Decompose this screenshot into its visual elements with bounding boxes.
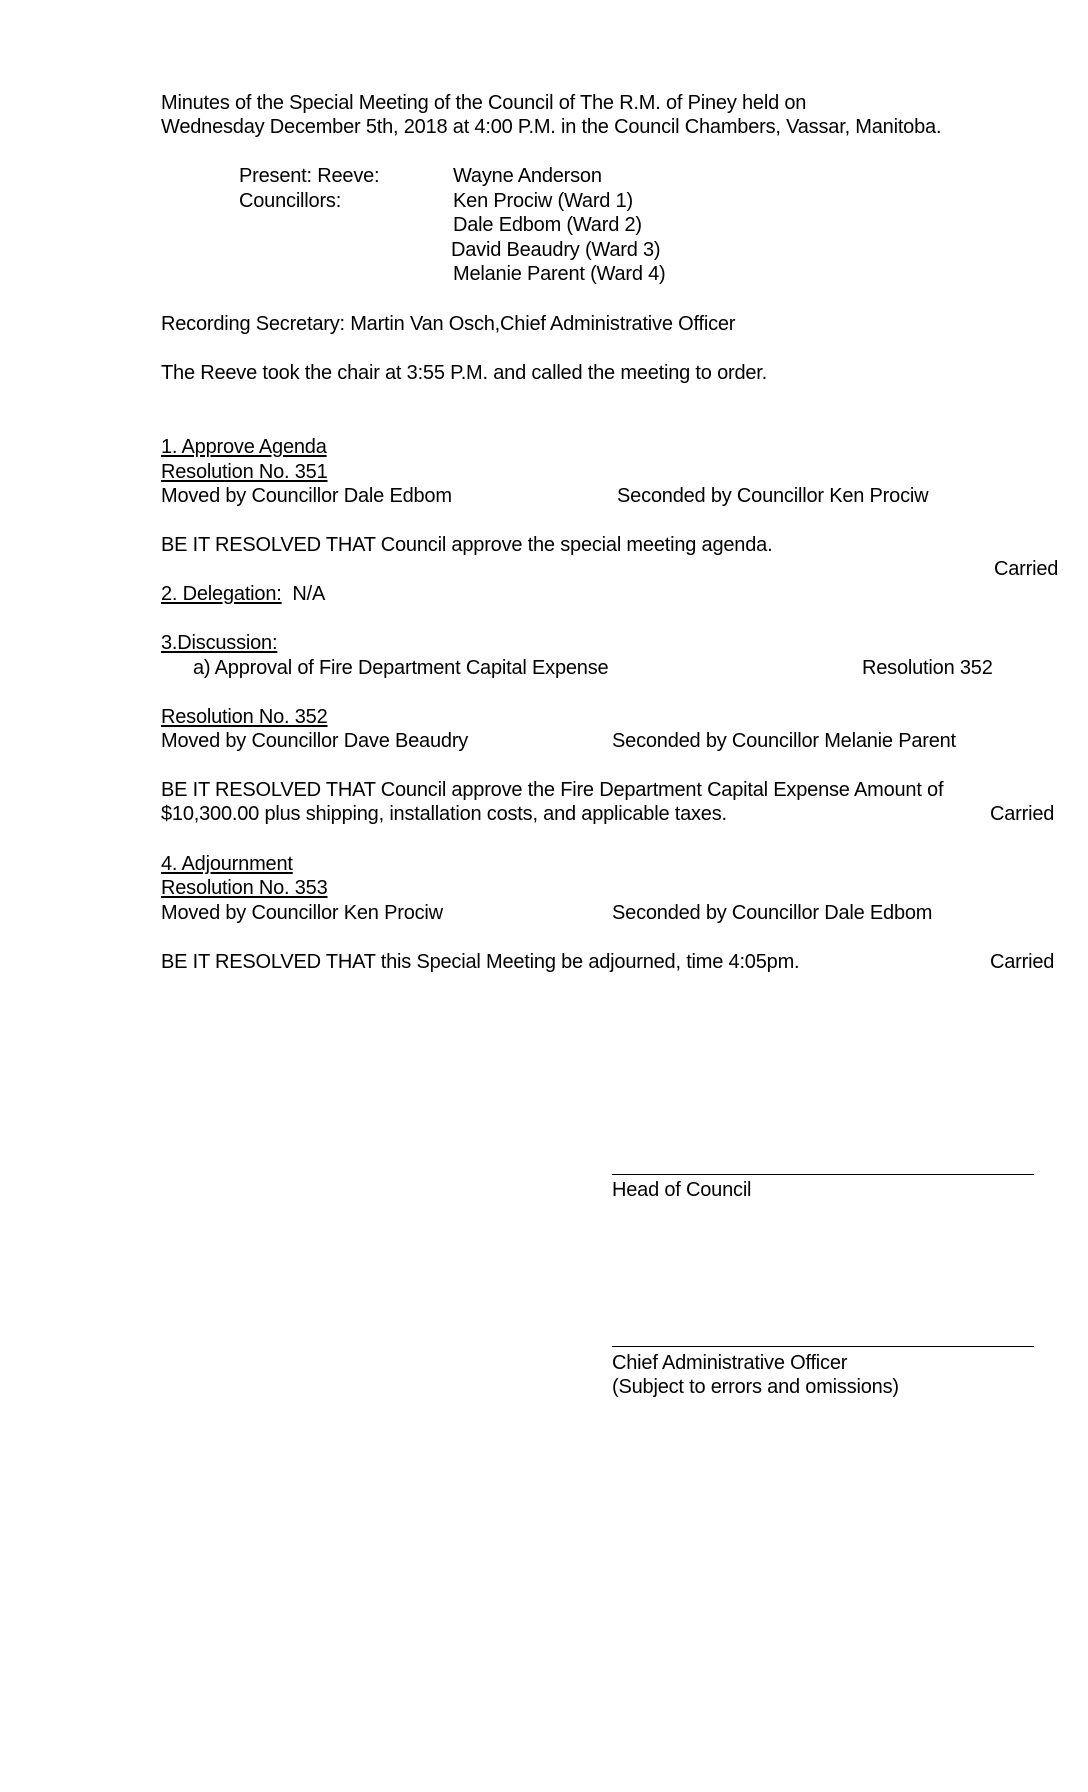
delegation-heading: 2. Delegation: — [161, 583, 282, 605]
agenda-status: Carried — [994, 558, 1059, 580]
councillors-label: Councillors: — [239, 190, 342, 212]
header-line-1: Minutes of the Special Meeting of the Council of The R.M. of Piney held on — [161, 92, 807, 114]
cao-label: Chief Administrative Officer — [612, 1352, 848, 1374]
discussion-status: Carried — [990, 803, 1055, 825]
adjournment-seconded-by: Seconded by Councillor Dale Edbom — [612, 902, 933, 924]
discussion-resolution-number: Resolution No. 352 — [161, 706, 328, 728]
head-of-council-label: Head of Council — [612, 1179, 752, 1201]
recording-secretary: Recording Secretary: Martin Van Osch,Chief Administrative Officer — [161, 313, 736, 335]
discussion-resolution-text-1: BE IT RESOLVED THAT Council approve the Fire Department Capital Expense Amount of — [161, 779, 944, 801]
discussion-reference: Resolution 352 — [862, 657, 993, 679]
discussion-resolution-text-2: $10,300.00 plus shipping, installation costs, and applicable taxes. — [161, 803, 727, 825]
header-line-2: Wednesday December 5th, 2018 at 4:00 P.M. in the Council Chambers, Vassar, Manitoba. — [161, 116, 942, 138]
adjournment-resolution-text: BE IT RESOLVED THAT this Special Meeting be adjourned, time 4:05pm. — [161, 951, 800, 973]
reeve-label: Present: Reeve: — [239, 165, 380, 187]
agenda-heading: 1. Approve Agenda — [161, 436, 327, 458]
adjournment-resolution-number: Resolution No. 353 — [161, 877, 328, 899]
opening-statement: The Reeve took the chair at 3:55 P.M. and called the meeting to order. — [161, 362, 768, 384]
adjournment-heading: 4. Adjournment — [161, 853, 293, 875]
cao-note: (Subject to errors and omissions) — [612, 1376, 899, 1398]
delegation-value: N/A — [292, 583, 326, 605]
agenda-moved-by: Moved by Councillor Dale Edbom — [161, 485, 452, 507]
discussion-item: a) Approval of Fire Department Capital Expense — [193, 657, 609, 679]
discussion-heading: 3.Discussion: — [161, 632, 278, 654]
adjournment-status: Carried — [990, 951, 1055, 973]
cao-signature-line — [612, 1346, 1034, 1347]
reeve-name: Wayne Anderson — [453, 165, 602, 187]
councillor-4: Melanie Parent (Ward 4) — [453, 263, 666, 285]
councillor-3: David Beaudry (Ward 3) — [451, 239, 661, 261]
discussion-seconded-by: Seconded by Councillor Melanie Parent — [612, 730, 956, 752]
delegation-row — [161, 582, 325, 606]
agenda-resolution-number: Resolution No. 351 — [161, 461, 328, 483]
councillor-2: Dale Edbom (Ward 2) — [453, 214, 642, 236]
adjournment-moved-by: Moved by Councillor Ken Prociw — [161, 902, 443, 924]
councillor-1: Ken Prociw (Ward 1) — [453, 190, 633, 212]
agenda-seconded-by: Seconded by Councillor Ken Prociw — [617, 485, 929, 507]
head-of-council-signature-line — [612, 1174, 1034, 1175]
discussion-moved-by: Moved by Councillor Dave Beaudry — [161, 730, 469, 752]
agenda-resolution-text: BE IT RESOLVED THAT Council approve the special meeting agenda. — [161, 534, 773, 556]
